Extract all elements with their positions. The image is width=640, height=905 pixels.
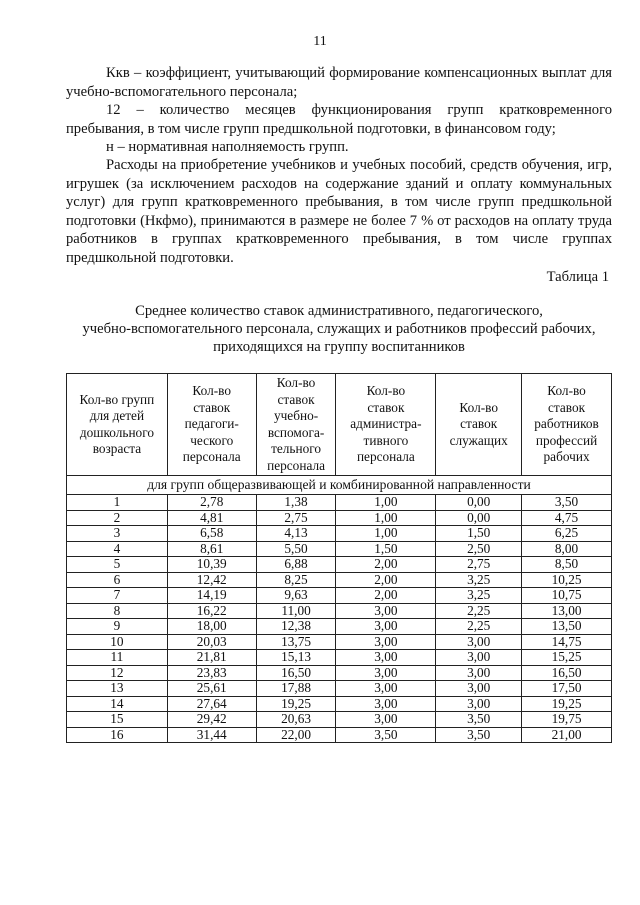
cell-workers: 8,00 xyxy=(522,541,612,557)
header-line: Кол-во xyxy=(366,383,406,399)
cell-administrative: 3,00 xyxy=(336,603,436,619)
cell-administrative: 1,00 xyxy=(336,495,436,511)
header-line: ческого xyxy=(190,432,234,448)
cell-administrative: 3,00 xyxy=(336,696,436,712)
cell-pedagogical: 12,42 xyxy=(167,572,256,588)
header-line: персонала xyxy=(182,449,241,465)
cell-support: 5,50 xyxy=(256,541,336,557)
cell-pedagogical: 23,83 xyxy=(167,665,256,681)
table-row xyxy=(67,650,612,666)
table-row xyxy=(67,526,612,542)
cell-group-count: 4 xyxy=(67,541,168,557)
cell-pedagogical: 8,61 xyxy=(167,541,256,557)
cell-support: 6,88 xyxy=(256,557,336,573)
cell-support: 13,75 xyxy=(256,634,336,650)
cell-group-count: 6 xyxy=(67,572,168,588)
cell-administrative: 1,50 xyxy=(336,541,436,557)
cell-group-count: 9 xyxy=(67,619,168,635)
cell-workers: 19,25 xyxy=(522,696,612,712)
section-label: для групп общеразвивающей и комбинированной направленности xyxy=(67,476,612,495)
cell-employees: 3,00 xyxy=(436,665,522,681)
cell-employees: 3,50 xyxy=(436,727,522,743)
cell-workers: 3,50 xyxy=(522,495,612,511)
cell-pedagogical: 21,81 xyxy=(167,650,256,666)
cell-workers: 8,50 xyxy=(522,557,612,573)
cell-group-count: 8 xyxy=(67,603,168,619)
cell-administrative: 2,00 xyxy=(336,572,436,588)
cell-employees: 3,00 xyxy=(436,634,522,650)
cell-group-count: 3 xyxy=(67,526,168,542)
cell-pedagogical: 2,78 xyxy=(167,495,256,511)
cell-administrative: 3,50 xyxy=(336,727,436,743)
cell-pedagogical: 18,00 xyxy=(167,619,256,635)
cell-administrative: 3,00 xyxy=(336,681,436,697)
header-line: возраста xyxy=(92,441,142,456)
header-line: тивного xyxy=(363,432,409,448)
table-row xyxy=(67,634,612,650)
table-title-line-1: Среднее количество ставок административного, педагогического, xyxy=(135,303,543,319)
cell-group-count: 13 xyxy=(67,681,168,697)
cell-administrative: 3,00 xyxy=(336,619,436,635)
cell-employees: 3,25 xyxy=(436,572,522,588)
cell-pedagogical: 16,22 xyxy=(167,603,256,619)
cell-pedagogical: 25,61 xyxy=(167,681,256,697)
cell-workers: 6,25 xyxy=(522,526,612,542)
header-line: администра- xyxy=(350,416,422,432)
header-employees xyxy=(436,374,522,476)
table-row xyxy=(67,510,612,526)
header-workers xyxy=(522,374,612,476)
cell-employees: 2,75 xyxy=(436,557,522,573)
cell-pedagogical: 29,42 xyxy=(167,712,256,728)
header-line: дошкольного xyxy=(79,424,154,440)
header-line: ставок xyxy=(367,399,405,415)
section-row xyxy=(67,476,612,495)
cell-support: 17,88 xyxy=(256,681,336,697)
cell-support: 12,38 xyxy=(256,619,336,635)
header-line: Кол-во xyxy=(276,375,316,390)
cell-support: 9,63 xyxy=(256,588,336,604)
table-row xyxy=(67,619,612,635)
table-row xyxy=(67,681,612,697)
cell-employees: 3,00 xyxy=(436,696,522,712)
header-group-count xyxy=(67,374,168,476)
cell-administrative: 3,00 xyxy=(336,650,436,666)
cell-support: 1,38 xyxy=(256,495,336,511)
table-row xyxy=(67,541,612,557)
cell-group-count: 5 xyxy=(67,557,168,573)
header-support xyxy=(256,374,336,476)
table-row xyxy=(67,696,612,712)
table-row xyxy=(67,588,612,604)
paragraph-expenses: Расходы на приобретение учебников и учебных пособий, средств обучения, игр, игрушек (за исключением расходов на содержание зданий и оплату коммунальных услуг) для групп кратковременного пребывания, в том числе групп предшкольной подготовки (Нкфмо), принимаются в размере не более 7 % от расходов на оплату труда работников в группах кратковременного пребывания, в том числе группах предшкольной подготовки. xyxy=(66,157,612,266)
cell-pedagogical: 31,44 xyxy=(167,727,256,743)
page-number: 11 xyxy=(313,34,327,49)
cell-workers: 13,50 xyxy=(522,619,612,635)
cell-administrative: 3,00 xyxy=(336,665,436,681)
cell-group-count: 12 xyxy=(67,665,168,681)
cell-support: 8,25 xyxy=(256,572,336,588)
cell-employees: 1,50 xyxy=(436,526,522,542)
table-row xyxy=(67,572,612,588)
cell-administrative: 2,00 xyxy=(336,557,436,573)
header-administrative xyxy=(336,374,436,476)
header-line: служащих xyxy=(449,432,508,448)
cell-pedagogical: 27,64 xyxy=(167,696,256,712)
cell-workers: 16,50 xyxy=(522,665,612,681)
cell-support: 20,63 xyxy=(256,712,336,728)
header-line: персонала xyxy=(267,457,325,473)
cell-administrative: 1,00 xyxy=(336,510,436,526)
cell-employees: 3,00 xyxy=(436,650,522,666)
header-line: вспомога- xyxy=(267,424,325,440)
header-line: Кол-во xyxy=(192,383,232,399)
cell-workers: 21,00 xyxy=(522,727,612,743)
cell-group-count: 7 xyxy=(67,588,168,604)
cell-administrative: 3,00 xyxy=(336,712,436,728)
cell-employees: 2,25 xyxy=(436,603,522,619)
header-line: профессий xyxy=(535,432,598,448)
cell-employees: 2,25 xyxy=(436,619,522,635)
header-line: ставок xyxy=(277,391,315,407)
table-row xyxy=(67,727,612,743)
cell-workers: 15,25 xyxy=(522,650,612,666)
table-row xyxy=(67,712,612,728)
cell-workers: 14,75 xyxy=(522,634,612,650)
table-row xyxy=(67,603,612,619)
cell-workers: 19,75 xyxy=(522,712,612,728)
cell-support: 19,25 xyxy=(256,696,336,712)
header-line: рабочих xyxy=(543,449,590,465)
table-row xyxy=(67,665,612,681)
header-line: ставок xyxy=(548,399,586,415)
header-pedagogical xyxy=(167,374,256,476)
cell-support: 16,50 xyxy=(256,665,336,681)
cell-workers: 17,50 xyxy=(522,681,612,697)
paragraph-months: 12 – количество месяцев функционирования групп кратковременного пребывания, в том числе групп предшкольной подготовки, в финансовом году; xyxy=(66,102,612,137)
cell-pedagogical: 20,03 xyxy=(167,634,256,650)
cell-support: 4,13 xyxy=(256,526,336,542)
table-title xyxy=(66,302,612,356)
cell-pedagogical: 6,58 xyxy=(167,526,256,542)
header-line: тельного xyxy=(271,441,322,456)
cell-workers: 10,25 xyxy=(522,572,612,588)
cell-support: 15,13 xyxy=(256,650,336,666)
cell-support: 2,75 xyxy=(256,510,336,526)
paragraph-occupancy: н – нормативная наполняемость групп. xyxy=(106,139,349,155)
table-title-line-2: учебно-вспомогательного персонала, служащих и работников профессий рабочих, xyxy=(82,321,596,337)
cell-group-count: 14 xyxy=(67,696,168,712)
cell-group-count: 16 xyxy=(67,727,168,743)
cell-employees: 0,00 xyxy=(436,495,522,511)
header-line: Кол-во xyxy=(547,383,586,399)
cell-administrative: 2,00 xyxy=(336,588,436,604)
cell-workers: 4,75 xyxy=(522,510,612,526)
paragraph-kkv: Ккв – коэффициент, учитывающий формирование компенсационных выплат для учебно-вспомогательного персонала; xyxy=(66,65,612,100)
cell-pedagogical: 14,19 xyxy=(167,588,256,604)
cell-administrative: 1,00 xyxy=(336,526,436,542)
table-header-row xyxy=(67,374,612,476)
cell-group-count: 15 xyxy=(67,712,168,728)
header-line: ставок xyxy=(193,399,231,415)
table-row xyxy=(67,495,612,511)
header-line: для детей xyxy=(89,408,145,423)
cell-employees: 3,25 xyxy=(436,588,522,604)
header-line: Кол-во xyxy=(459,399,498,415)
cell-group-count: 1 xyxy=(67,495,168,511)
table-label: Таблица 1 xyxy=(546,269,609,285)
header-line: персонала xyxy=(356,449,415,465)
cell-support: 11,00 xyxy=(256,603,336,619)
header-line: ставок xyxy=(460,416,498,432)
cell-workers: 10,75 xyxy=(522,588,612,604)
cell-support: 22,00 xyxy=(256,727,336,743)
staff-rates-table xyxy=(66,373,612,743)
cell-pedagogical: 4,81 xyxy=(167,510,256,526)
table-title-line-3: приходящихся на группу воспитанников xyxy=(213,339,465,355)
cell-administrative: 3,00 xyxy=(336,634,436,650)
table-body xyxy=(67,476,612,743)
header-line: учебно- xyxy=(273,408,319,423)
cell-employees: 0,00 xyxy=(436,510,522,526)
cell-pedagogical: 10,39 xyxy=(167,557,256,573)
cell-group-count: 2 xyxy=(67,510,168,526)
header-line: работников xyxy=(534,416,599,432)
cell-group-count: 10 xyxy=(67,634,168,650)
cell-workers: 13,00 xyxy=(522,603,612,619)
cell-employees: 2,50 xyxy=(436,541,522,557)
cell-employees: 3,50 xyxy=(436,712,522,728)
cell-group-count: 11 xyxy=(67,650,168,666)
header-line: Кол-во групп xyxy=(79,391,155,407)
table-row xyxy=(67,557,612,573)
header-line: педагоги- xyxy=(184,416,239,432)
cell-employees: 3,00 xyxy=(436,681,522,697)
